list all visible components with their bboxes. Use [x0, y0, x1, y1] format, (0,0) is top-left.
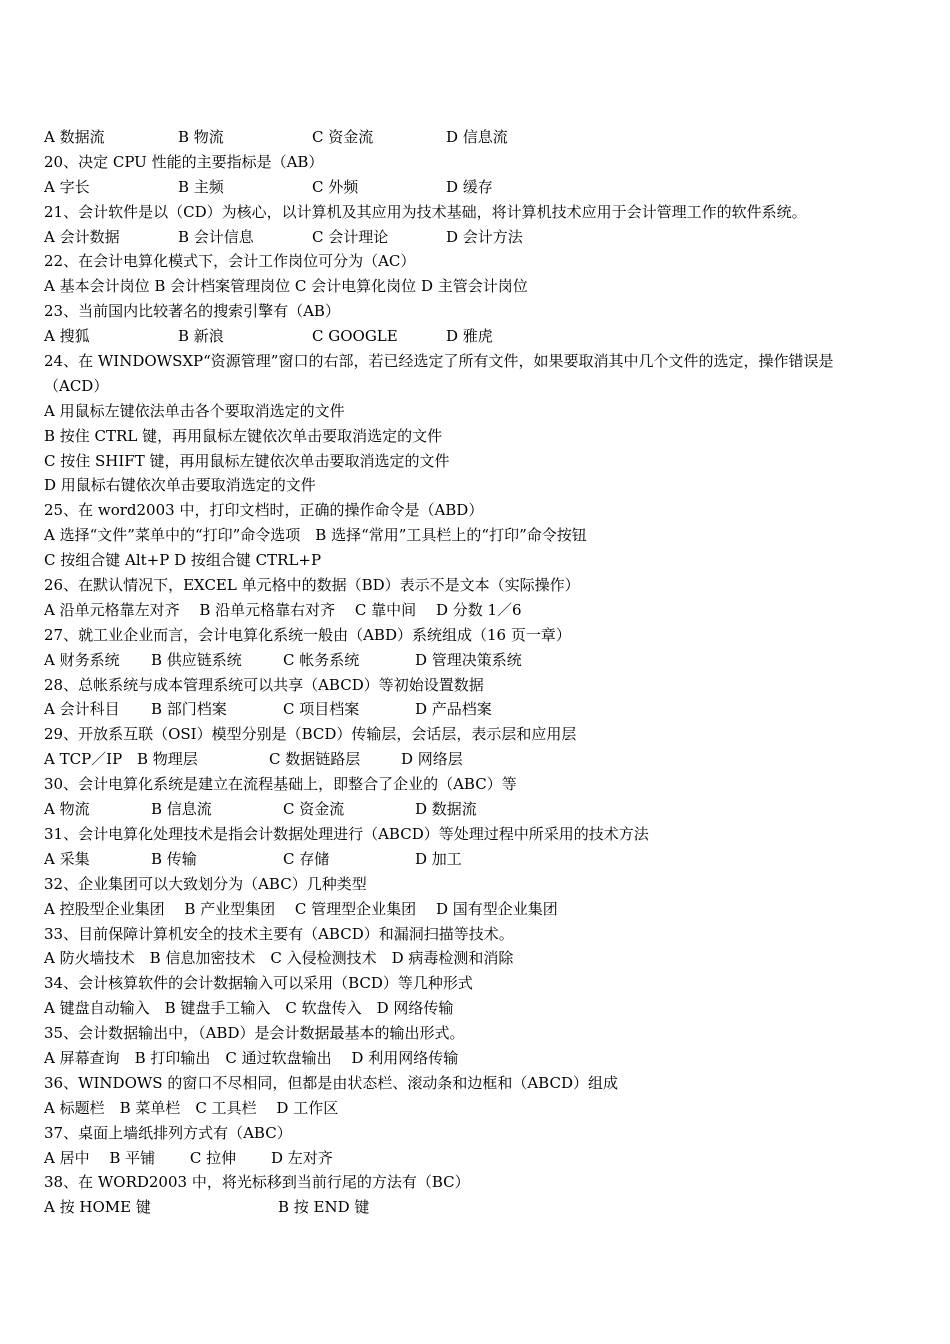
option-text: A 数据流: [44, 128, 105, 146]
options-line: [44, 175, 924, 200]
option-text: B 主频: [178, 177, 224, 196]
options-line: [44, 125, 924, 150]
answer-text: A 防火墙技术 B 信息加密技术 C 入侵检测技术 D 病毒检测和消除: [44, 949, 514, 968]
option-text: D 数据流: [415, 800, 477, 819]
question-text: 34、会计核算软件的会计数据输入可以采用（BCD）等几种形式: [44, 974, 473, 993]
question-text: 30、会计电算化系统是建立在流程基础上，即整合了企业的（ABC）等: [44, 775, 517, 794]
option-text: B 传输: [151, 849, 197, 868]
option-text: A 财务系统: [44, 650, 120, 669]
option-text: D 管理决策系统: [415, 650, 522, 669]
question-text: 32、企业集团可以大致划分为（ABC）几种类型: [44, 874, 367, 893]
answer-text: A 控股型企业集团 B 产业型集团 C 管理型企业集团 D 国有型企业集团: [44, 899, 558, 918]
answer-text: A 居中 B 平铺 C 拉伸 D 左对齐: [44, 1148, 333, 1167]
question-text: 37、桌面上墙纸排列方式有（ABC）: [44, 1123, 292, 1142]
question-text: 25、在 word2003 中，打印文档时，正确的操作命令是（ABD）: [44, 501, 484, 520]
answer-text: A 键盘自动输入 B 键盘手工输入 C 软盘传入 D 网络传输: [44, 999, 454, 1018]
question-text: 26、在默认情况下，EXCEL 单元格中的数据（BD）表示不是文本（实际操作）: [44, 576, 580, 595]
option-text: A TCP／IP: [44, 750, 123, 769]
option-text: C GOOGLE: [312, 327, 398, 346]
option-text: A 会计科目: [44, 700, 120, 719]
question-text: 27、就工业企业而言，会计电算化系统一般由（ABD）系统组成（16 页一章）: [44, 625, 571, 644]
option-text: A 采集: [44, 849, 90, 868]
question-text: 21、会计软件是以（CD）为核心，以计算机及其应用为技术基础，将计算机技术应用于会计管理工作的软件系统。: [44, 202, 807, 221]
question-text: 20、决定 CPU 性能的主要指标是（AB）: [44, 152, 324, 171]
option-text: A 字长: [44, 177, 90, 196]
option-text: A 物流: [44, 800, 90, 819]
option-text: B 新浪: [178, 327, 224, 346]
option-text: D 加工: [415, 849, 462, 868]
question-text: 36、WINDOWS 的窗口不尽相同，但都是由状态栏、滚动条和边框和（ABCD）组成: [44, 1073, 618, 1092]
answer-text: C 按住 SHIFT 键，再用鼠标左键依次单击要取消选定的文件: [44, 451, 450, 470]
options-line: [44, 1195, 924, 1220]
option-text: B 会计信息: [178, 227, 254, 246]
option-text: B 部门档案: [151, 700, 227, 719]
option-text: D 信息流: [446, 128, 508, 146]
question-text: 28、总帐系统与成本管理系统可以共享（ABCD）等初始设置数据: [44, 675, 484, 694]
answer-text: A 选择“文件”菜单中的“打印”命令选项 B 选择“常用”工具栏上的“打印”命令按钮: [44, 526, 587, 545]
option-text: B 按 END 键: [278, 1198, 370, 1217]
option-text: B 供应链系统: [151, 650, 242, 669]
option-text: A 会计数据: [44, 227, 120, 246]
option-text: A 搜狐: [44, 327, 90, 346]
option-text: C 会计理论: [312, 227, 389, 246]
option-text: C 外频: [312, 177, 359, 196]
answer-text: D 用鼠标右键依次单击要取消选定的文件: [44, 476, 316, 495]
question-text: 33、目前保障计算机安全的技术主要有（ABCD）和漏洞扫描等技术。: [44, 924, 514, 943]
question-text: 38、在 WORD2003 中，将光标移到当前行尾的方法有（BC）: [44, 1173, 470, 1192]
option-text: C 项目档案: [283, 700, 360, 719]
options-line: [44, 648, 924, 673]
question-text: 22、在会计电算化模式下，会计工作岗位可分为（AC）: [44, 252, 416, 271]
answer-text: A 屏幕查询 B 打印输出 C 通过软盘输出 D 利用网络传输: [44, 1048, 459, 1067]
answer-text: C 按组合键 Alt+P D 按组合键 CTRL+P: [44, 551, 322, 570]
question-text: 24、在 WINDOWSXP“资源管理”窗口的右部，若已经选定了所有文件，如果要取消其中几个文件的选定，操作错误是: [44, 352, 834, 371]
option-text: C 存储: [283, 849, 330, 868]
option-text: D 雅虎: [446, 327, 493, 346]
options-line: [44, 324, 924, 349]
answer-text: （ACD）: [44, 376, 109, 395]
answer-text: A 基本会计岗位 B 会计档案管理岗位 C 会计电算化岗位 D 主管会计岗位: [44, 277, 528, 296]
option-text: B 物理层: [137, 750, 198, 769]
answer-text: A 沿单元格靠左对齐 B 沿单元格靠右对齐 C 靠中间 D 分数 1／6: [44, 600, 522, 619]
option-text: B 信息流: [151, 800, 212, 819]
options-line: [44, 225, 924, 250]
options-line: [44, 847, 924, 872]
option-text: B 物流: [178, 128, 224, 146]
question-text: 35、会计数据输出中，（ABD）是会计数据最基本的输出形式。: [44, 1024, 465, 1043]
answer-text: A 标题栏 B 菜单栏 C 工具栏 D 工作区: [44, 1098, 339, 1117]
option-text: D 缓存: [446, 177, 493, 196]
question-text: 31、会计电算化处理技术是指会计数据处理进行（ABCD）等处理过程中所采用的技术方法: [44, 824, 649, 843]
options-line: [44, 797, 924, 822]
question-list: [44, 125, 924, 1220]
question-text: 29、开放系互联（OSI）模型分别是（BCD）传输层，会话层，表示层和应用层: [44, 725, 577, 744]
option-text: D 产品档案: [415, 700, 492, 719]
option-text: C 帐务系统: [283, 650, 360, 669]
answer-text: A 用鼠标左键依法单击各个要取消选定的文件: [44, 401, 345, 420]
option-text: C 资金流: [312, 128, 374, 146]
question-text: 23、当前国内比较著名的搜索引擎有（AB）: [44, 302, 340, 321]
option-text: C 数据链路层: [269, 750, 361, 769]
option-text: D 网络层: [401, 750, 463, 769]
option-text: C 资金流: [283, 800, 345, 819]
options-line: [44, 747, 924, 772]
options-line: [44, 697, 924, 722]
answer-text: B 按住 CTRL 键，再用鼠标左键依次单击要取消选定的文件: [44, 426, 443, 445]
option-text: A 按 HOME 键: [44, 1198, 151, 1217]
option-text: D 会计方法: [446, 227, 523, 246]
